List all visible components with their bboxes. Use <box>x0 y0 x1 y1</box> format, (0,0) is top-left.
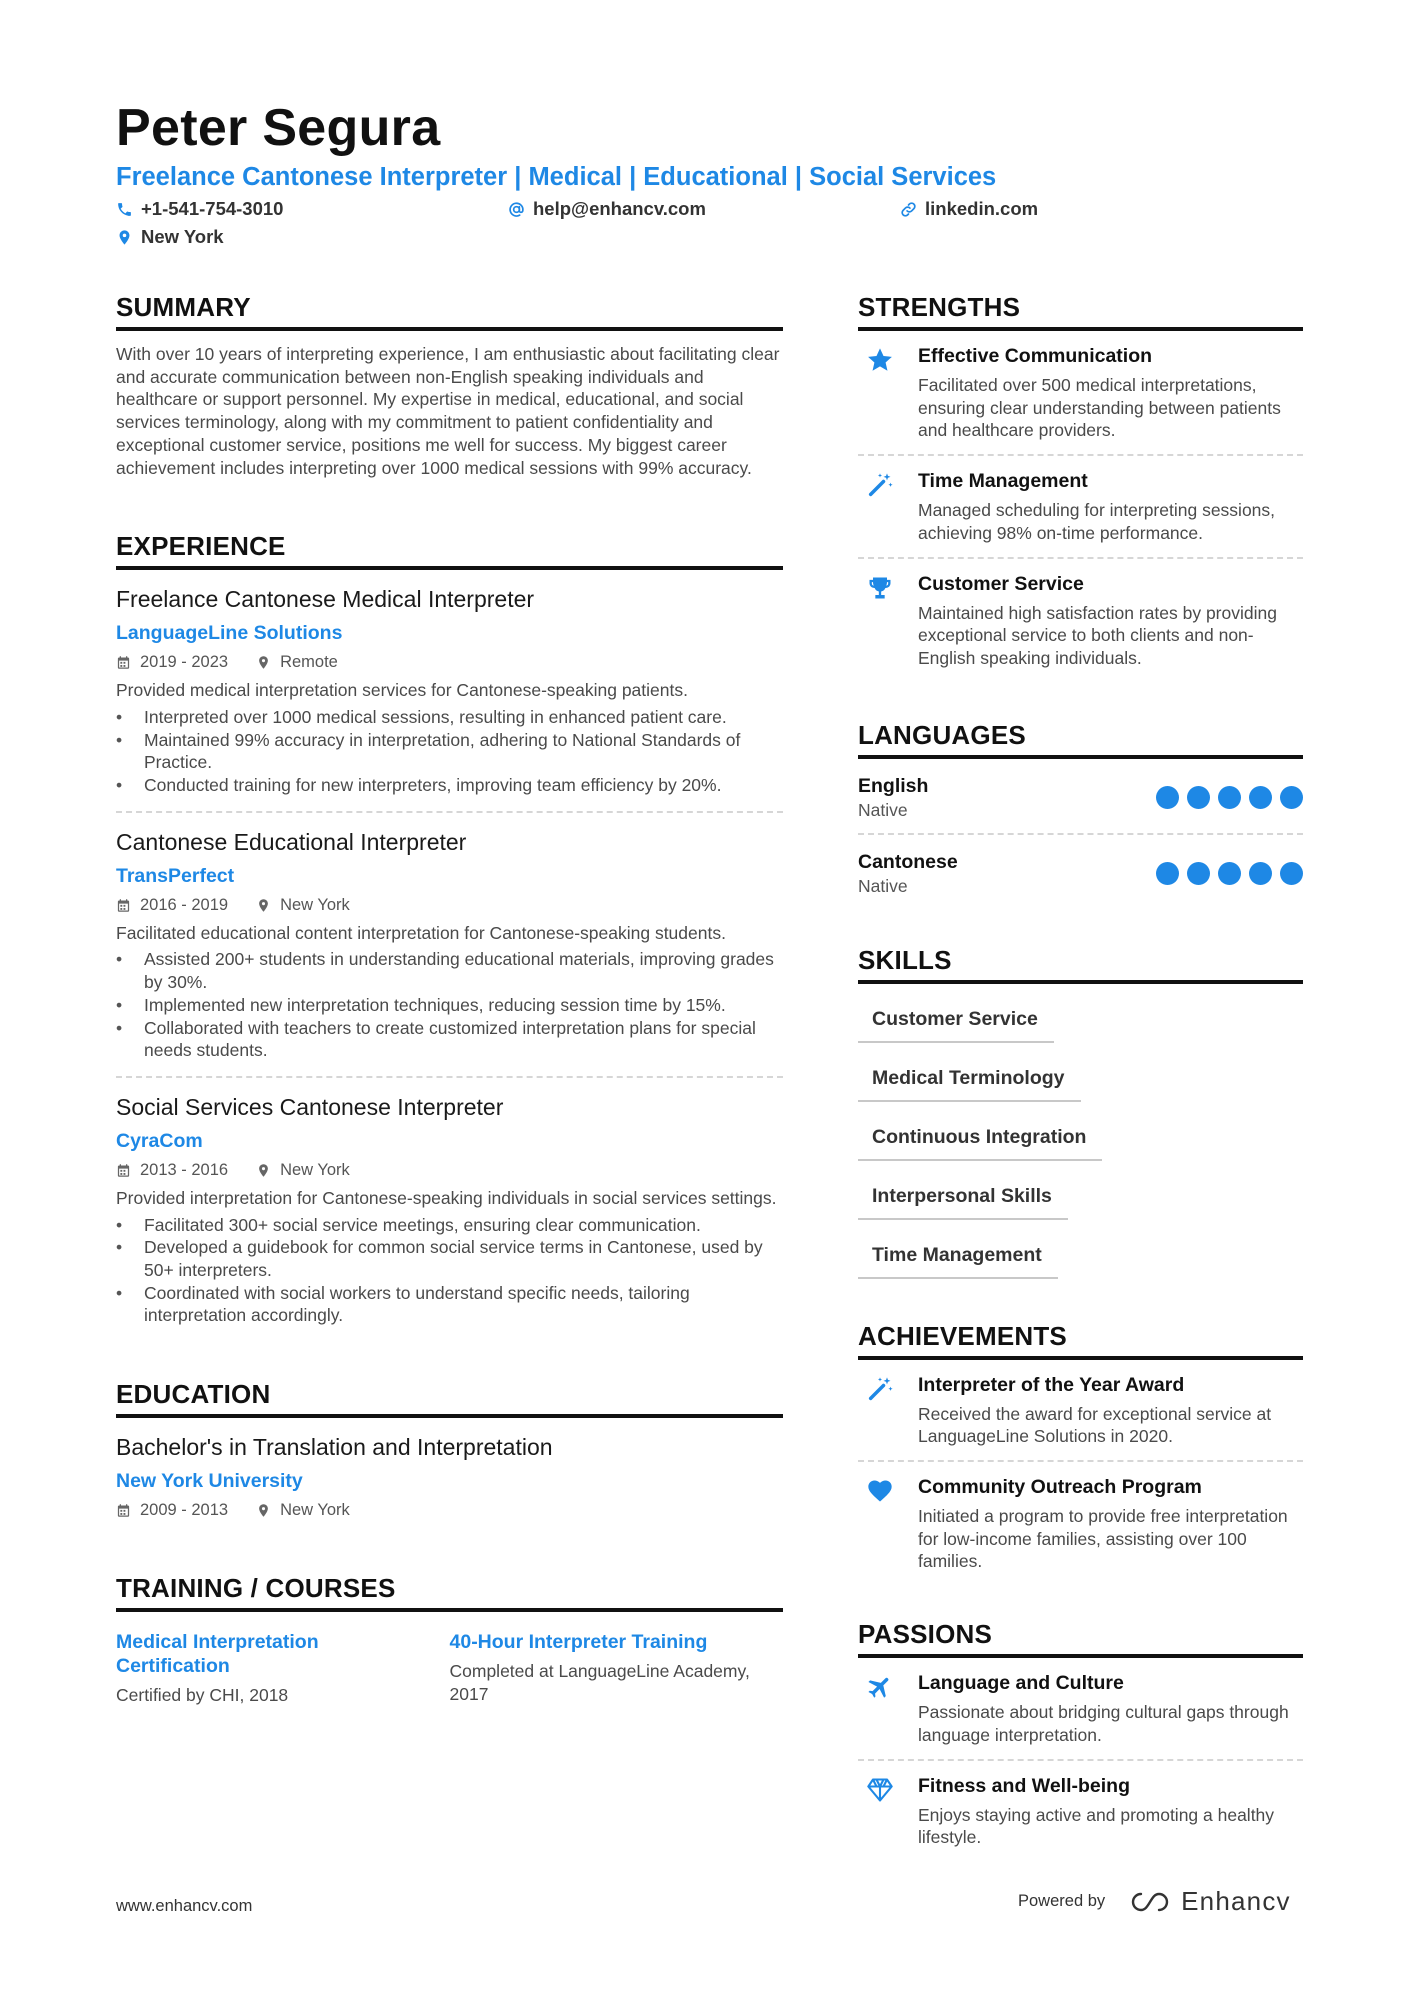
linkedin-text: linkedin.com <box>925 198 1039 219</box>
job-entry <box>116 570 783 813</box>
candidate-title: Freelance Cantonese Interpreter | Medical | Educational | Social Services <box>116 163 997 191</box>
job-title: Freelance Cantonese Medical Interpreter <box>116 586 535 613</box>
job-description: Facilitated educational content interpretation for Cantonese-speaking students. <box>116 922 726 943</box>
achievements-heading: ACHIEVEMENTS <box>858 1321 1303 1360</box>
summary-section <box>116 292 783 479</box>
company-name: TransPerfect <box>116 864 235 887</box>
passion-title: Language and Culture <box>918 1672 1124 1695</box>
contact-location <box>116 226 224 248</box>
skill-tag: Continuous Integration <box>858 1114 1102 1161</box>
job-title: Social Services Cantonese Interpreter <box>116 1093 504 1120</box>
location-pin-icon <box>256 1503 271 1518</box>
passions-heading: PASSIONS <box>858 1619 1303 1658</box>
at-icon <box>508 201 525 218</box>
job-location: New York <box>280 895 350 914</box>
contact-phone[interactable] <box>116 198 283 220</box>
calendar-icon <box>116 898 131 913</box>
achievement-description: Received the award for exceptional service at LanguageLine Solutions in 2020. <box>918 1403 1272 1447</box>
candidate-name: Peter Segura <box>116 99 441 157</box>
training-list <box>116 1630 783 1707</box>
heart-icon <box>866 1477 894 1505</box>
strength-description: Managed scheduling for interpreting sessions, achieving 98% on-time performance. <box>918 500 1276 543</box>
skill-tag: Customer Service <box>858 996 1054 1043</box>
link-icon <box>900 201 917 218</box>
rating-dot <box>1187 862 1210 885</box>
calendar-icon <box>116 1163 131 1178</box>
strength-title: Effective Communication <box>918 345 1153 367</box>
phone-icon <box>116 201 133 218</box>
strength-description: Maintained high satisfaction rates by providing exceptional service to both clients and non-English speaking individuals. <box>918 602 1277 668</box>
job-dates: 2013 - 2016 <box>140 1160 229 1179</box>
job-location: Remote <box>280 653 338 672</box>
rating-dot <box>1218 862 1241 885</box>
magic-wand-icon <box>866 471 894 499</box>
contact-email[interactable] <box>508 198 706 220</box>
job-entry <box>116 1078 783 1341</box>
achievement-description: Initiated a program to provide free interpretation for low-income families, assisting over 100 families. <box>918 1506 1288 1572</box>
education-section <box>116 1379 783 1541</box>
location-pin-icon <box>256 1163 271 1178</box>
star-icon <box>866 346 894 374</box>
training-section <box>116 1573 783 1707</box>
location-pin-icon <box>256 655 271 670</box>
language-level: Native <box>858 875 908 896</box>
language-rating <box>1156 862 1303 885</box>
brand-name: Enhancv <box>1181 1886 1291 1916</box>
strength-description: Facilitated over 500 medical interpretations, ensuring clear understanding between patients and healthcare providers. <box>918 375 1281 441</box>
job-bullet: • Coordinated with social workers to understand specific needs, tailoring interpretation accordingly. <box>116 1282 783 1327</box>
job-bullet: • Maintained 99% accuracy in interpretation, adhering to National Standards of Practice. <box>116 729 783 774</box>
skill-tag: Interpersonal Skills <box>858 1173 1068 1220</box>
languages-section <box>858 720 1303 909</box>
language-item <box>858 835 1303 909</box>
strength-item <box>858 559 1303 682</box>
passion-description: Enjoys staying active and promoting a healthy lifestyle. <box>918 1804 1275 1848</box>
job-bullet: • Interpreted over 1000 medical sessions, resulting in enhanced patient care. <box>116 706 783 729</box>
job-bullets <box>116 706 783 797</box>
education-location: New York <box>280 1501 350 1520</box>
passion-item <box>858 1658 1303 1760</box>
education-dates: 2009 - 2013 <box>140 1501 229 1520</box>
achievements-section <box>858 1321 1303 1586</box>
rating-dot <box>1249 862 1272 885</box>
job-location: New York <box>280 1160 350 1179</box>
job-bullet: • Facilitated 300+ social service meetings, ensuring clear communication. <box>116 1214 783 1237</box>
training-item <box>450 1630 784 1707</box>
rating-dot <box>1156 786 1179 809</box>
language-item <box>858 759 1303 835</box>
job-bullets <box>116 948 783 1062</box>
magic-wand-icon <box>866 1375 894 1403</box>
right-column <box>858 292 1303 1861</box>
footer-branding <box>1018 1886 1291 1917</box>
passions-section <box>858 1619 1303 1861</box>
job-dates: 2016 - 2019 <box>140 895 229 914</box>
passion-description: Passionate about bridging cultural gaps through language interpretation. <box>918 1702 1289 1745</box>
education-meta <box>116 1501 783 1520</box>
job-bullet: • Developed a guidebook for common social service terms in Cantonese, used by 50+ interpreters. <box>116 1236 783 1281</box>
contact-linkedin[interactable] <box>900 198 1038 220</box>
skill-tag: Time Management <box>858 1232 1058 1279</box>
company-name: CyraCom <box>116 1129 203 1152</box>
rating-dot <box>1280 862 1303 885</box>
summary-text: With over 10 years of interpreting experience, I am enthusiastic about facilitating clear and accurate communication between non-English speaking individuals and healthcare or support personnel. My expertise in medical, educational, and social services terminology, along with my commitment to patient confidentiality and exceptional customer service, positions me well for success. My biggest career achievement includes interpreting over 1000 medical sessions with 99% accuracy. <box>116 344 780 478</box>
location-pin-icon <box>116 229 133 246</box>
experience-section <box>116 531 783 1341</box>
language-rating <box>1156 786 1303 809</box>
left-column <box>116 292 783 1707</box>
achievement-item <box>858 1360 1303 1462</box>
education-entry <box>116 1418 783 1541</box>
training-heading: TRAINING / COURSES <box>116 1573 783 1612</box>
job-bullets <box>116 1214 783 1328</box>
passion-title: Fitness and Well-being <box>918 1774 1130 1797</box>
strengths-section <box>858 292 1303 682</box>
strength-title: Time Management <box>918 470 1088 493</box>
training-title: 40-Hour Interpreter Training <box>449 1631 708 1654</box>
strength-item <box>858 456 1303 558</box>
achievement-item <box>858 1462 1303 1585</box>
skills-heading: SKILLS <box>858 945 1303 984</box>
job-bullet: • Assisted 200+ students in understanding educational materials, improving grades by 30%. <box>116 948 783 993</box>
job-bullet: • Implemented new interpretation techniques, reducing session time by 15%. <box>116 994 783 1017</box>
job-description: Provided interpretation for Cantonese-speaking individuals in social services settings. <box>116 1187 777 1208</box>
location-pin-icon <box>256 898 271 913</box>
rating-dot <box>1187 786 1210 809</box>
training-description: Completed at LanguageLine Academy, 2017 <box>449 1661 750 1704</box>
rating-dot <box>1218 786 1241 809</box>
footer-website[interactable]: www.enhancv.com <box>116 1897 253 1915</box>
job-bullet: • Conducted training for new interpreters, improving team efficiency by 20%. <box>116 774 783 797</box>
email-text: help@enhancv.com <box>533 198 706 219</box>
job-dates: 2019 - 2023 <box>140 653 229 672</box>
language-name: Cantonese <box>858 850 958 873</box>
strengths-heading: STRENGTHS <box>858 292 1303 331</box>
calendar-icon <box>116 1503 131 1518</box>
training-description: Certified by CHI, 2018 <box>116 1685 289 1706</box>
calendar-icon <box>116 655 131 670</box>
experience-heading: EXPERIENCE <box>116 531 783 570</box>
skills-list <box>858 996 1303 1291</box>
trophy-icon <box>866 574 894 602</box>
skills-section <box>858 945 1303 1291</box>
company-name: LanguageLine Solutions <box>116 622 343 645</box>
location-text: New York <box>141 226 224 247</box>
rating-dot <box>1280 786 1303 809</box>
summary-heading: SUMMARY <box>116 292 783 331</box>
airplane-icon <box>866 1673 894 1701</box>
job-meta <box>116 653 783 672</box>
training-title: Medical Interpretation Certification <box>116 1631 319 1678</box>
job-meta <box>116 1161 783 1180</box>
achievement-title: Community Outreach Program <box>918 1476 1202 1499</box>
strength-item <box>858 331 1303 456</box>
enhancv-logo-icon <box>1127 1889 1173 1915</box>
job-meta <box>116 896 783 915</box>
school-name: New York University <box>116 1470 303 1493</box>
powered-by-label: Powered by <box>1018 1892 1106 1910</box>
job-title: Cantonese Educational Interpreter <box>116 828 467 855</box>
language-name: English <box>858 774 929 797</box>
diamond-icon <box>866 1776 894 1804</box>
job-description: Provided medical interpretation services for Cantonese-speaking patients. <box>116 680 688 701</box>
strength-title: Customer Service <box>918 572 1084 595</box>
training-item <box>116 1630 450 1707</box>
job-entry <box>116 813 783 1078</box>
languages-heading: LANGUAGES <box>858 720 1303 759</box>
degree-title: Bachelor's in Translation and Interpretation <box>116 1434 553 1461</box>
job-bullet: • Collaborated with teachers to create customized interpretation plans for special needs students. <box>116 1017 783 1062</box>
phone-text: +1-541-754-3010 <box>141 198 284 219</box>
skill-tag: Medical Terminology <box>858 1055 1081 1102</box>
rating-dot <box>1156 862 1179 885</box>
language-level: Native <box>858 799 908 820</box>
education-heading: EDUCATION <box>116 1379 783 1418</box>
passion-item <box>858 1761 1303 1861</box>
achievement-title: Interpreter of the Year Award <box>918 1373 1185 1396</box>
rating-dot <box>1249 786 1272 809</box>
